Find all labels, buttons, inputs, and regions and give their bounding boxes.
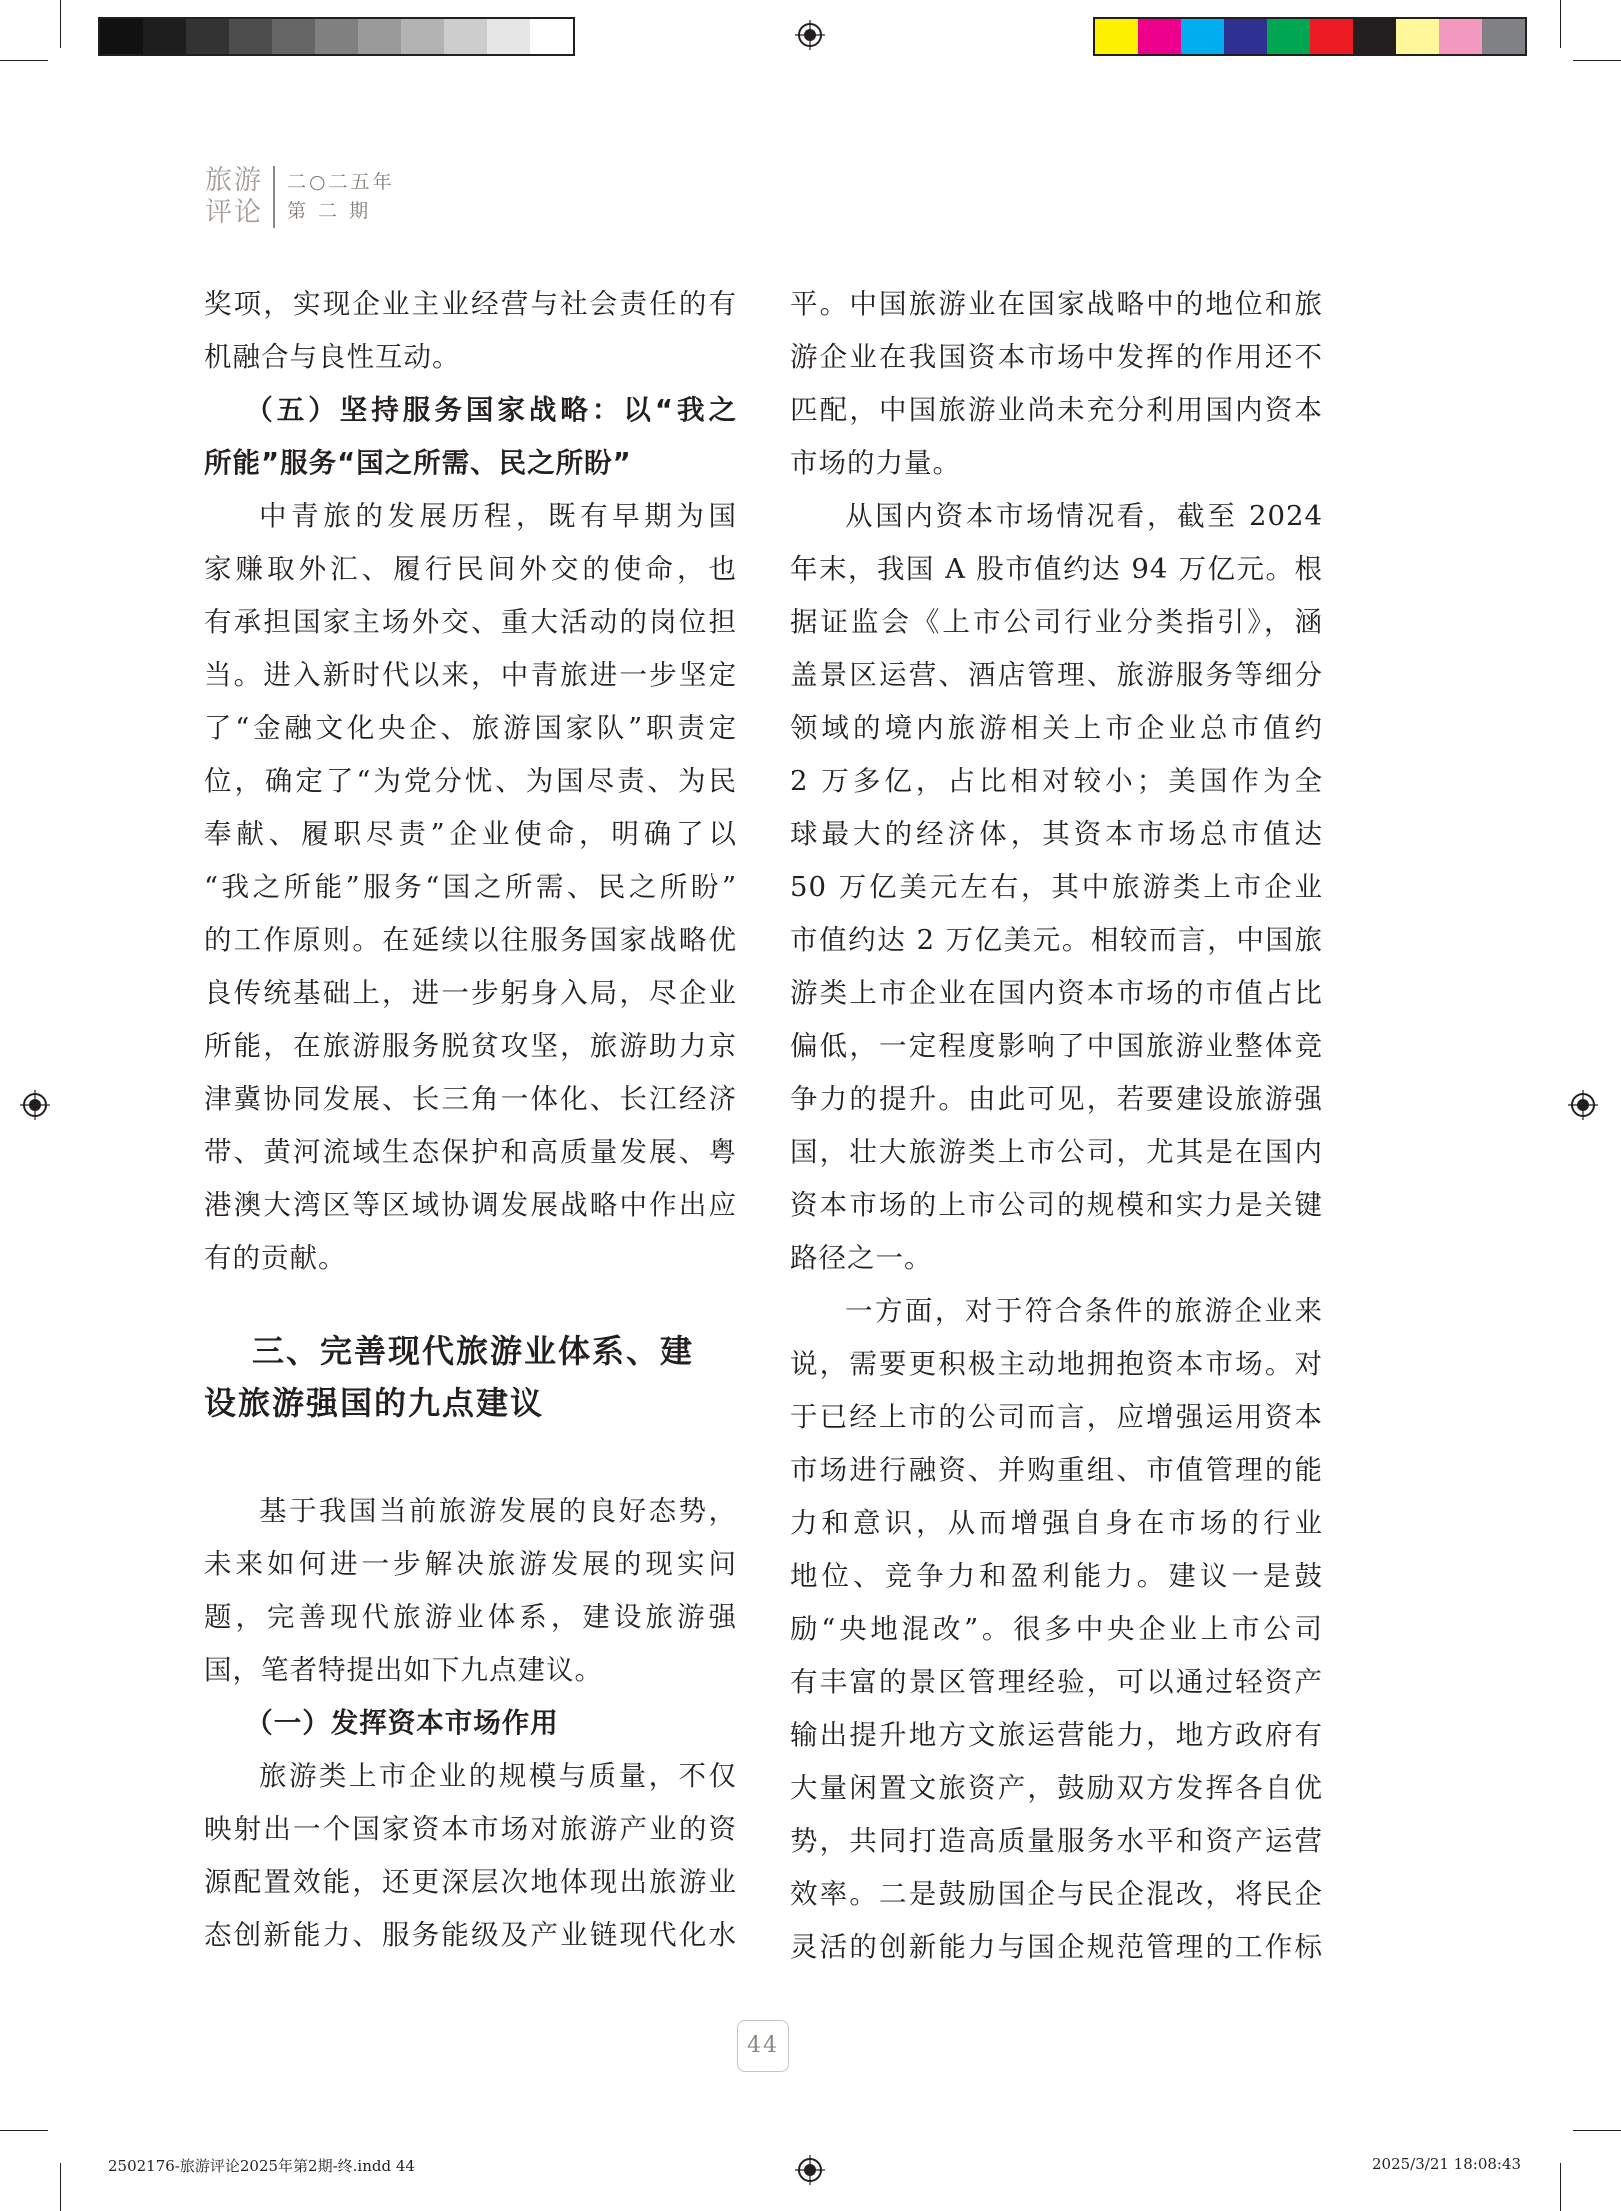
- text-line: 市场的力量。: [790, 447, 961, 479]
- text-line: 奖项，实现企业主业经营与社会责任的有: [204, 288, 737, 320]
- registration-mark-icon: [795, 2155, 825, 2185]
- issue-info: [287, 168, 395, 226]
- issue-year: 二○二五年: [287, 171, 395, 193]
- text-line: 的工作原则。在延续以往服务国家战略优: [204, 924, 737, 956]
- paragraph: [204, 278, 737, 384]
- gray-swatch: [401, 19, 444, 54]
- text-line: 据证监会《上市公司行业分类指引》，涵: [790, 606, 1323, 638]
- registration-mark-icon: [1568, 1090, 1598, 1120]
- text-line: 机融合与良性互动。: [204, 341, 461, 373]
- gray-swatch: [315, 19, 358, 54]
- paragraph: [204, 1750, 737, 1962]
- text-line: “我之所能”服务“国之所需、民之所盼”: [204, 871, 737, 903]
- masthead-divider: [273, 166, 275, 228]
- text-line: 了“金融文化央企、旅游国家队”职责定: [204, 712, 737, 744]
- right-column: [790, 278, 1323, 1974]
- color-swatch: [1267, 19, 1310, 54]
- issue-number: 第 二 期: [287, 200, 372, 222]
- text-line: 港澳大湾区等区域协调发展战略中作出应: [204, 1189, 737, 1221]
- logo-line: 评论: [205, 197, 263, 228]
- paragraph: [790, 278, 1323, 490]
- heading-line: 所能”服务“国之所需、民之所盼”: [204, 447, 632, 479]
- color-swatch: [1353, 19, 1396, 54]
- gray-swatch: [487, 19, 530, 54]
- text-line: 基于我国当前旅游发展的良好态势，: [259, 1495, 737, 1527]
- text-line: 市值约达 2 万亿美元。相较而言，中国旅: [790, 924, 1323, 956]
- color-swatch: [1396, 19, 1439, 54]
- text-line: 资本市场的上市公司的规模和实力是关键: [790, 1189, 1323, 1221]
- section-heading-3: [204, 1325, 737, 1429]
- heading-line: 设旅游强国的九点建议: [204, 1384, 545, 1422]
- gray-swatch: [229, 19, 272, 54]
- section-heading-5: [204, 384, 737, 490]
- crop-mark: [60, 2163, 61, 2211]
- text-line: 说，需要更积极主动地拥抱资本市场。对: [790, 1348, 1323, 1380]
- text-line: 有承担国家主场外交、重大活动的岗位担: [204, 606, 737, 638]
- color-swatch: [1095, 19, 1138, 54]
- text-line: 地位、竞争力和盈利能力。建议一是鼓: [790, 1560, 1323, 1592]
- text-line: 良传统基础上，进一步躬身入局，尽企业: [204, 977, 737, 1009]
- text-line: 匹配，中国旅游业尚未充分利用国内资本: [790, 394, 1323, 426]
- text-line: 态创新能力、服务能级及产业链现代化水: [204, 1919, 737, 1951]
- text-line: 平。中国旅游业在国家战略中的地位和旅: [790, 288, 1323, 320]
- text-line: 游企业在我国资本市场中发挥的作用还不: [790, 341, 1323, 373]
- registration-mark-icon: [20, 1090, 50, 1120]
- color-swatch: [1138, 19, 1181, 54]
- text-line: 映射出一个国家资本市场对旅游产业的资: [204, 1813, 737, 1845]
- text-line: 势，共同打造高质量服务水平和资产运营: [790, 1825, 1323, 1857]
- crop-mark: [0, 2130, 48, 2131]
- paragraph: [204, 1485, 737, 1697]
- paragraph: [790, 1285, 1323, 1974]
- logo-line: 旅游: [205, 165, 263, 196]
- text-line: 带、黄河流域生态保护和高质量发展、粤: [204, 1136, 737, 1168]
- text-line: 输出提升地方文旅运营能力，地方政府有: [790, 1719, 1323, 1751]
- text-line: 游类上市企业在国内资本市场的市值占比: [790, 977, 1323, 1009]
- text-line: 国，笔者特提出如下九点建议。: [204, 1654, 603, 1686]
- text-line: 位，确定了“为党分忧、为国尽责、为民: [204, 765, 737, 797]
- text-line: 盖景区运营、酒店管理、旅游服务等细分: [790, 659, 1323, 691]
- text-line: 年末，我国 A 股市值约达 94 万亿元。根: [790, 553, 1323, 585]
- gray-swatch: [358, 19, 401, 54]
- text-line: 领域的境内旅游相关上市企业总市值约: [790, 712, 1323, 744]
- gray-swatch: [143, 19, 186, 54]
- text-line: 球最大的经济体，其资本市场总市值达: [790, 818, 1323, 850]
- text-line: 偏低，一定程度影响了中国旅游业整体竞: [790, 1030, 1323, 1062]
- page-number: 44: [737, 2020, 789, 2072]
- color-swatch: [1224, 19, 1267, 54]
- crop-mark: [1560, 0, 1561, 48]
- color-swatch: [1310, 19, 1353, 54]
- text-line: 所能，在旅游服务脱贫攻坚，旅游助力京: [204, 1030, 737, 1062]
- gray-swatch: [272, 19, 315, 54]
- text-line: 力和意识，从而增强自身在市场的行业: [790, 1507, 1323, 1539]
- print-slug-file: 2502176-旅游评论2025年第2期-终.indd 44: [108, 2157, 415, 2175]
- text-line: 题，完善现代旅游业体系，建设旅游强: [204, 1601, 737, 1633]
- heading-line: 三、完善现代旅游业体系、建: [252, 1332, 695, 1370]
- text-line: 未来如何进一步解决旅游发展的现实问: [204, 1548, 737, 1580]
- print-slug-timestamp: 2025/3/21 18:08:43: [1372, 2155, 1522, 2173]
- text-line: 家赚取外汇、履行民间外交的使命，也: [204, 553, 737, 585]
- text-line: 旅游类上市企业的规模与质量，不仅: [259, 1760, 737, 1792]
- text-line: 奉献、履职尽责”企业使命，明确了以: [204, 818, 737, 850]
- color-calibration-bar: [1093, 17, 1527, 56]
- color-swatch: [1482, 19, 1525, 54]
- crop-mark: [1560, 2163, 1561, 2211]
- paragraph: [204, 490, 737, 1285]
- gray-swatch: [530, 19, 573, 54]
- gray-swatch: [100, 19, 143, 54]
- section-heading-1: （一）发挥资本市场作用: [245, 1707, 559, 1739]
- text-line: 有丰富的景区管理经验，可以通过轻资产: [790, 1666, 1323, 1698]
- text-line: 有的贡献。: [204, 1242, 347, 1274]
- spacer: [204, 1285, 737, 1325]
- crop-mark: [0, 60, 48, 61]
- text-line: 源配置效能，还更深层次地体现出旅游业: [204, 1866, 737, 1898]
- text-line: 50 万亿美元左右，其中旅游类上市企业: [790, 871, 1323, 903]
- paragraph: [790, 490, 1323, 1285]
- color-swatch: [1439, 19, 1482, 54]
- text-line: 2 万多亿，占比相对较小；美国作为全: [790, 765, 1323, 797]
- text-line: 津冀协同发展、长三角一体化、长江经济: [204, 1083, 737, 1115]
- left-column: [204, 278, 737, 1962]
- journal-masthead: [205, 165, 395, 229]
- heading-line: （五）坚持服务国家战略：以“我之: [245, 394, 737, 426]
- crop-mark: [60, 0, 61, 48]
- crop-mark: [1573, 60, 1621, 61]
- text-line: 励“央地混改”。很多中央企业上市公司: [790, 1613, 1323, 1645]
- text-line: 从国内资本市场情况看，截至 2024: [845, 500, 1323, 532]
- text-line: 争力的提升。由此可见，若要建设旅游强: [790, 1083, 1323, 1115]
- grayscale-calibration-bar: [98, 17, 575, 56]
- text-line: 效率。二是鼓励国企与民企混改，将民企: [790, 1878, 1323, 1910]
- text-line: 路径之一。: [790, 1242, 933, 1274]
- gray-swatch: [186, 19, 229, 54]
- text-line: 大量闲置文旅资产，鼓励双方发挥各自优: [790, 1772, 1323, 1804]
- crop-mark: [1573, 2130, 1621, 2131]
- color-swatch: [1181, 19, 1224, 54]
- journal-logo: [205, 165, 267, 229]
- text-line: 国，壮大旅游类上市公司，尤其是在国内: [790, 1136, 1323, 1168]
- registration-mark-icon: [795, 20, 825, 50]
- text-line: 一方面，对于符合条件的旅游企业来: [845, 1295, 1323, 1327]
- gray-swatch: [444, 19, 487, 54]
- text-line: 市场进行融资、并购重组、市值管理的能: [790, 1454, 1323, 1486]
- text-line: 于已经上市的公司而言，应增强运用资本: [790, 1401, 1323, 1433]
- text-line: 灵活的创新能力与国企规范管理的工作标: [790, 1931, 1323, 1963]
- text-line: 当。进入新时代以来，中青旅进一步坚定: [204, 659, 737, 691]
- text-line: 中青旅的发展历程，既有早期为国: [259, 500, 737, 532]
- spacer: [204, 1429, 737, 1485]
